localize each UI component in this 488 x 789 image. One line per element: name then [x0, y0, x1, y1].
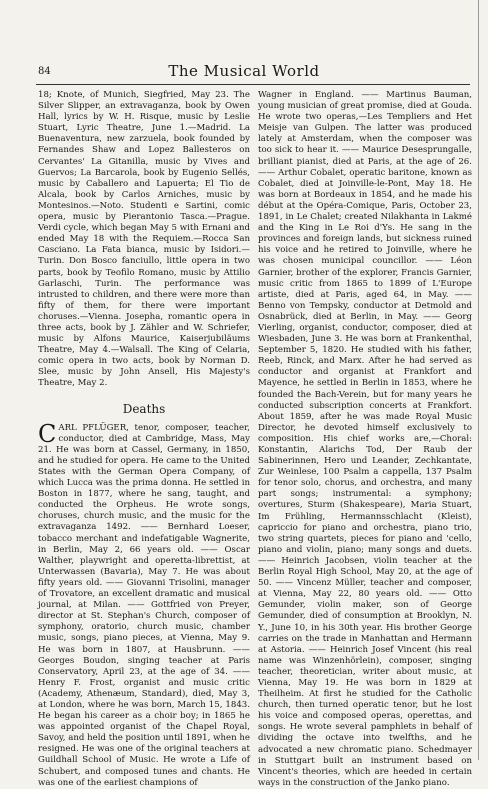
deaths-text: ARL PFLÜGER, tenor, composer, teacher, conductor, died at Cambridge, Mass, May 21. He was born at Cassel, Germany, in 1850, and he studied for opera. He came to the United States with the German Opera Company, of which Lucca was the prima donna. He settled in Boston in 1877, where he sang, taught, and conducted the Orpheus. He wrote songs, choruses, church music, and the music for the extravaganza 1492. —— Bernhard Loeser, tobacco merchant and indefatigable Wagnerite, in Berlin, May 2, 66 years old. —— Oscar Walther, playwright and operetta-librettist, at Unterwassen (Bavaria), May 7. He was about fifty years old. —— Giovanni Trisolini, manager of Trovatore, an excellent dramatic and musical journal, at Milan. —— Gottfried von Preyer, director at St. Stephan's Church, composer of symphony, oratorio, church music, chamber music, songs, piano pieces, at Vienna, May 9. He was born in 1807, at Hausbrunn. —— Georges Boudon, singing teacher at Paris Conservatory, April 23, at the age of 34. —— Henry F. Frost, organist and music critic (Academy, Athenæum, Standard), died, May 3, at London, where he was born, March 15, 1843. He began his career as a choir boy; in 1865 he was appointed organist of the Chapel Royal, Savoy, and held the position until 1891, when he resigned. He was one of the original teachers at Guildhall School of Music. He wrote a Life of Schubert, and composed tunes and chants. He was one of the earliest champions of — [38, 422, 250, 788]
page-edge-line — [478, 0, 479, 760]
deaths-paragraph — [38, 419, 250, 789]
running-title: The Musical World — [168, 62, 320, 80]
deaths-heading: Deaths — [122, 401, 166, 416]
left-column — [38, 90, 250, 789]
left-paragraph-1: 18; Knote, of Munich, Siegfried, May 23. The Silver Slipper, an extravaganza, book by Owen Hall, lyrics by W. H. Risque, music by Leslie Stuart, Lyric Theatre, June 1.—Madrid. La Buenaventura, new zarzuela, book founded by Fernandes Shaw and Lopez Ballesteros on Cervantes' La Gitanilla, music by Vives and Guervos; La Barcarola, book by Eugenio Sellés, music by Caballero and Lapuerta; El Tio de Alcala, book by Carlos Arniches, music by Montesinos.—Noto. Studenti e Sartini, comic opera, music by Pierantonio Tasca.—Prague. Verdi cycle, which began May 5 with Ernani and ended May 18 with the Requiem.—Rocca San Casciano. La Fata bianca, music by Isidori.—Turin. Don Bosco fanciullo, little opera in two parts, book by Teofilo Romano, music by Attilio Garlaschi, Turin. The performance was intrusted to children, and there were more than fifty of them, for there were important choruses.—Vienna. Josepha, romantic opera in three acts, book by J. Zähler and W. Schriefer, music by Alfons Maurice, Kaiserjubiläums Theatre, May 4.—Walsall. The King of Celaria, comic opera in two acts, book by Norman D. Slee, music by John Ansell, His Majesty's Theatre, May 2. — [38, 90, 250, 389]
header-rule — [36, 84, 470, 85]
drop-cap: C — [38, 419, 57, 448]
right-paragraph-1: Wagner in England. —— Martinus Bauman, young musician of great promise, died at Gouda. He wrote two operas,—Les Templiers and Het Meisje van Gulpen. The latter was produced lately at Amsterdam, when the composer was too sick to hear it. —— Maurice Desesprungalle, brilliant pianist, died at Paris, at the age of 26. —— Arthur Cobalet, operatic baritone, known as Cobalet, died at Joinville-le-Pont, May 18. He was born at Bordeaux in 1854, and he made his début at the Opéra-Comique, Paris, October 23, 1891, in Le Chalet; created Nilakhanta in Lakmé and the King in Le Roi d'Ys. He sang in the provinces and foreign lands, but sickness ruined his voice and he retired to Joinville, where he was chosen municipal councillor. —— Léon Garnier, brother of the explorer, Francis Garnier, music critic from 1865 to 1899 of L'Europe artiste, died at Paris, aged 64, in May. —— Benno von Tempsky, conductor at Detmold and Osnabrück, died at Berlin, in May. —— Georg Vierling, organist, conductor, composer, died at Wiesbaden, June 3. He was born at Frankenthal, September 5, 1820. He studied with his father, Reeb, Rinck, and Marx. After he had served as conductor and organist at Frankfort and Mayence, he settled in Berlin in 1853, where he founded the Bach-Verein, but for many years he conducted subscription concerts at Frankfort. About 1859, after he was made Royal Music Director, he devoted himself exclusively to composition. His chief works are,—Choral: Konstantin, Alarichs Tod, Der Raub der Sabinerinnen, Hero und Leander, Zechkantate, Zur Weinlese, 100 Psalm a cappella, 137 Psalm for tenor solo, chorus, and orchestra, and many part songs; instrumental: a symphony; overtures, Sturm (Shakespeare), Maria Stuart, Im Frühling, Hermannsschlacht (Kleist), capriccio for piano and orchestra, piano trio, two string quartets, pieces for piano and 'cello, piano and violin, piano; many songs and duets. —— Heinrich Jacobsen, violin teacher at the Berlin Royal High School, May 20, at the age of 50. —— Vincenz Müller, teacher and composer, at Vienna, May 22, 80 years old. —— Otto Gemunder, violin maker, son of George Gemunder, died of consumption at Brooklyn, N. Y., June 10, in his 30th year. His brother George carries on the trade in Manhattan and Hermann at Astoria. —— Heinrich Josef Vincent (his real name was Winzenhörlein), composer, singing teacher, theoretician, writer about music, at Vienna, May 19. He was born in 1829 at Theilheim. At first he studied for the Catholic church, then turned operatic tenor, but he lost his voice and composed operas, operettas, and songs. He wrote several pamphlets in behalf of dividing the octave into twelfths, and he advocated a new chromatic piano. Schedmayer in Stuttgart built an instrument based on Vincent's theories, which are heeded in certain ways in the construction of the Janko piano. — [258, 90, 472, 788]
right-column — [258, 90, 472, 789]
page-number: 84 — [38, 66, 51, 77]
